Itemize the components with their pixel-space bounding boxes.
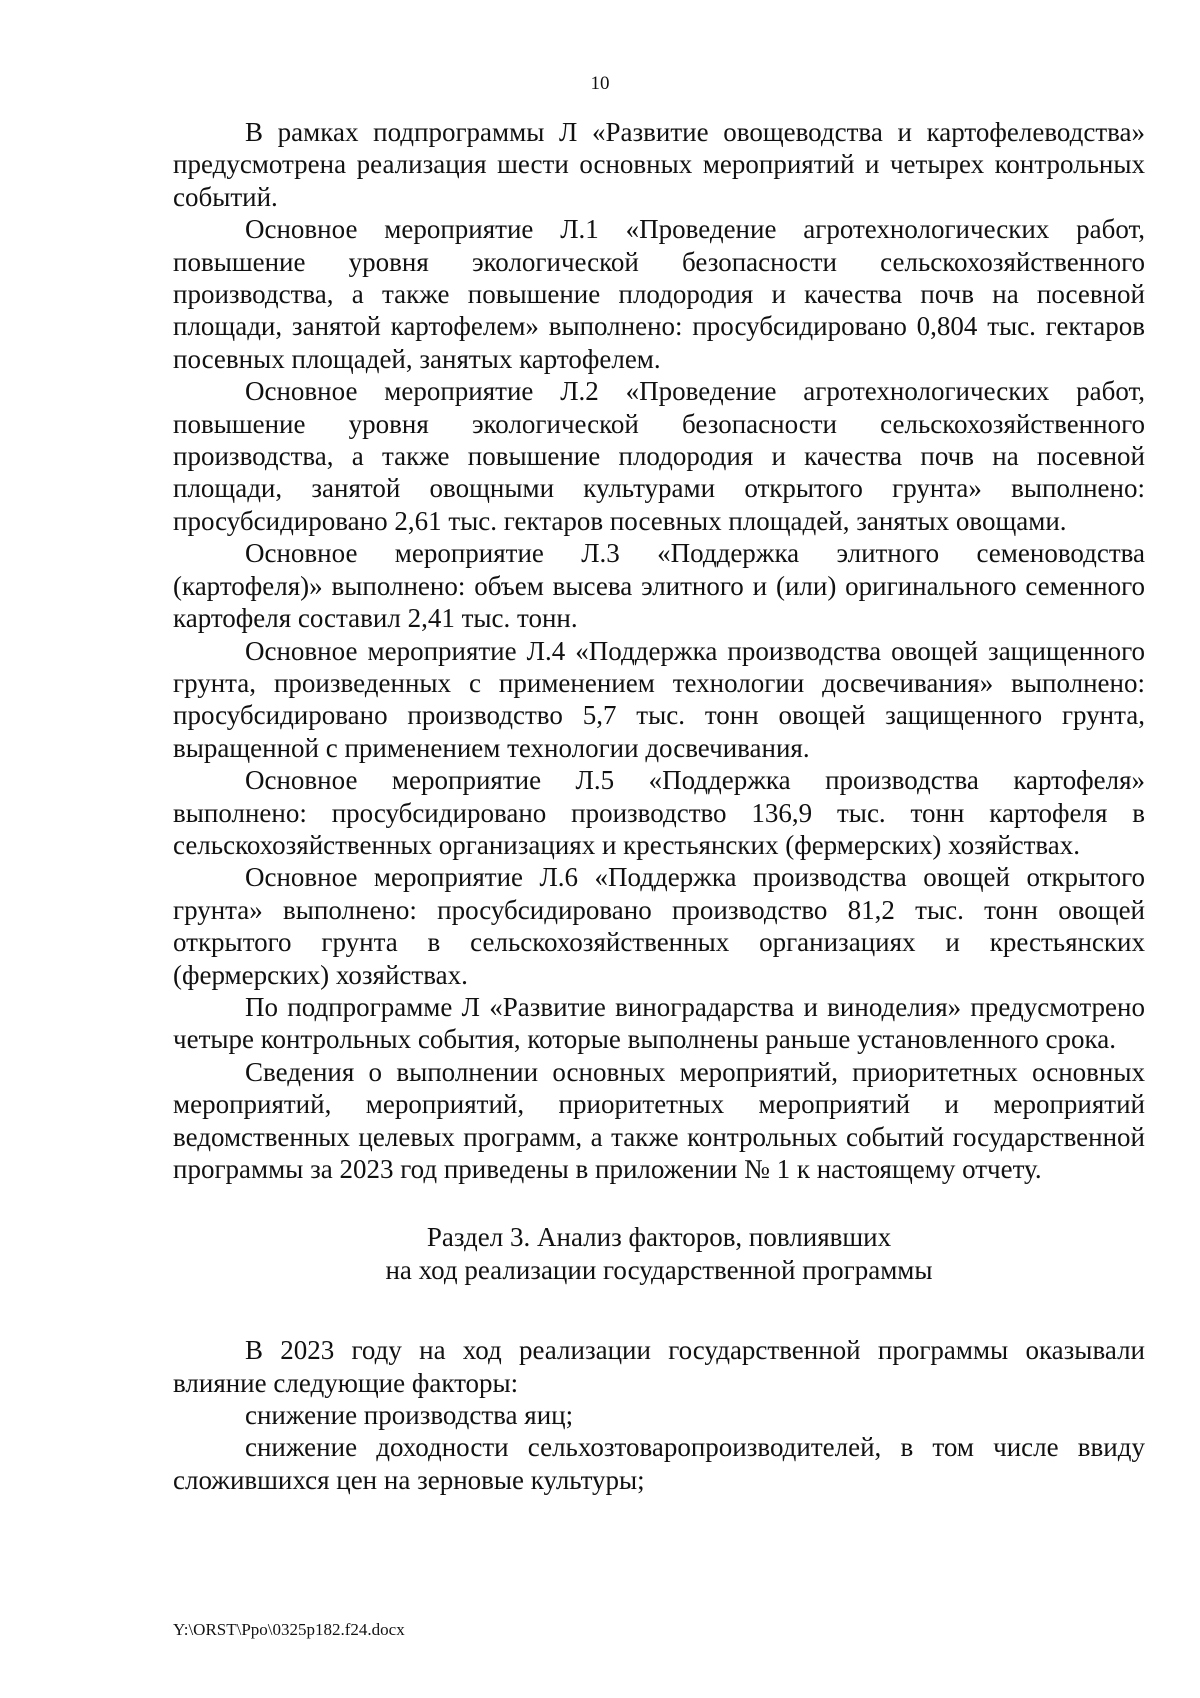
- paragraph-measure-l6: Основное мероприятие Л.6 «Поддержка производства овощей открытого грунта» выполнено: просубсидировано производство 81,2 тыс. тонн овощей открытого грунта в сельскохозяйственных организациях и крестьянских (фермерских) хозяйствах.: [173, 862, 1145, 990]
- section-heading-line-1: Раздел 3. Анализ факторов, повлиявших: [426, 1222, 892, 1253]
- paragraph-factor-profitability: снижение доходности сельхозтоваропроизводителей, в том числе ввиду сложившихся цен на зерновые культуры;: [173, 1432, 1145, 1495]
- paragraph-factors-intro: В 2023 году на ход реализации государственной программы оказывали влияние следующие факторы:: [173, 1335, 1145, 1398]
- section-heading-line-2: на ход реализации государственной программы: [385, 1254, 933, 1285]
- paragraph-measure-l5: Основное мероприятие Л.5 «Поддержка производства картофеля» выполнено: просубсидировано производство 136,9 тыс. тонн картофеля в сельскохозяйственных организациях и крестьянских (фермерских) хозяйствах.: [173, 765, 1145, 860]
- paragraph-subprogram-intro: В рамках подпрограммы Л «Развитие овощеводства и картофелеводства» предусмотрена реализация шести основных мероприятий и четырех контрольных событий.: [173, 117, 1145, 212]
- paragraph-measure-l2: Основное мероприятие Л.2 «Проведение агротехнологических работ, повышение уровня экологической безопасности сельскохозяйственного производства, а также повышение плодородия и качества почв на посевной площади, занятой овощными культурами открытого грунта» выполнено: просубсидировано 2,61 тыс. гектаров посевных площадей, занятых овощами.: [173, 376, 1145, 536]
- footer-file-path: Y:\ORST\Ppo\0325p182.f24.docx: [173, 1620, 405, 1639]
- section-heading: [173, 1221, 1145, 1286]
- paragraph-measure-l3: Основное мероприятие Л.3 «Поддержка элитного семеноводства (картофеля)» выполнено: объем высева элитного и (или) оригинального семенного картофеля составил 2,41 тыс. тонн.: [173, 538, 1145, 634]
- page-number: 10: [590, 73, 610, 94]
- document-body: [173, 116, 1145, 1496]
- paragraph-measure-l4: Основное мероприятие Л.4 «Поддержка производства овощей защищенного грунта, произведенных с применением технологии досвечивания» выполнено: просубсидировано производство 5,7 тыс. тонн овощей защищенного грунта, выращенной с применением технологии досвечивания.: [173, 635, 1145, 763]
- paragraph-measure-l1: Основное мероприятие Л.1 «Проведение агротехнологических работ, повышение уровня экологической безопасности сельскохозяйственного производства, а также повышение плодородия и качества почв на посевной площади, занятой картофелем» выполнено: просубсидировано 0,804 тыс. гектаров посевных площадей, занятых картофелем.: [173, 214, 1145, 374]
- paragraph-appendix-reference: Сведения о выполнении основных мероприятий, приоритетных основных мероприятий, мероприятий, приоритетных мероприятий и мероприятий ведомственных целевых программ, а также контрольных событий государственной программы за 2023 год приведены в приложении № 1 к настоящему отчету.: [173, 1056, 1145, 1184]
- paragraph-factor-eggs: снижение производства яиц;: [245, 1400, 574, 1431]
- paragraph-viticulture: По подпрограмме Л «Развитие виноградарства и виноделия» предусмотрено четыре контрольных события, которые выполнены раньше установленного срока.: [173, 991, 1145, 1055]
